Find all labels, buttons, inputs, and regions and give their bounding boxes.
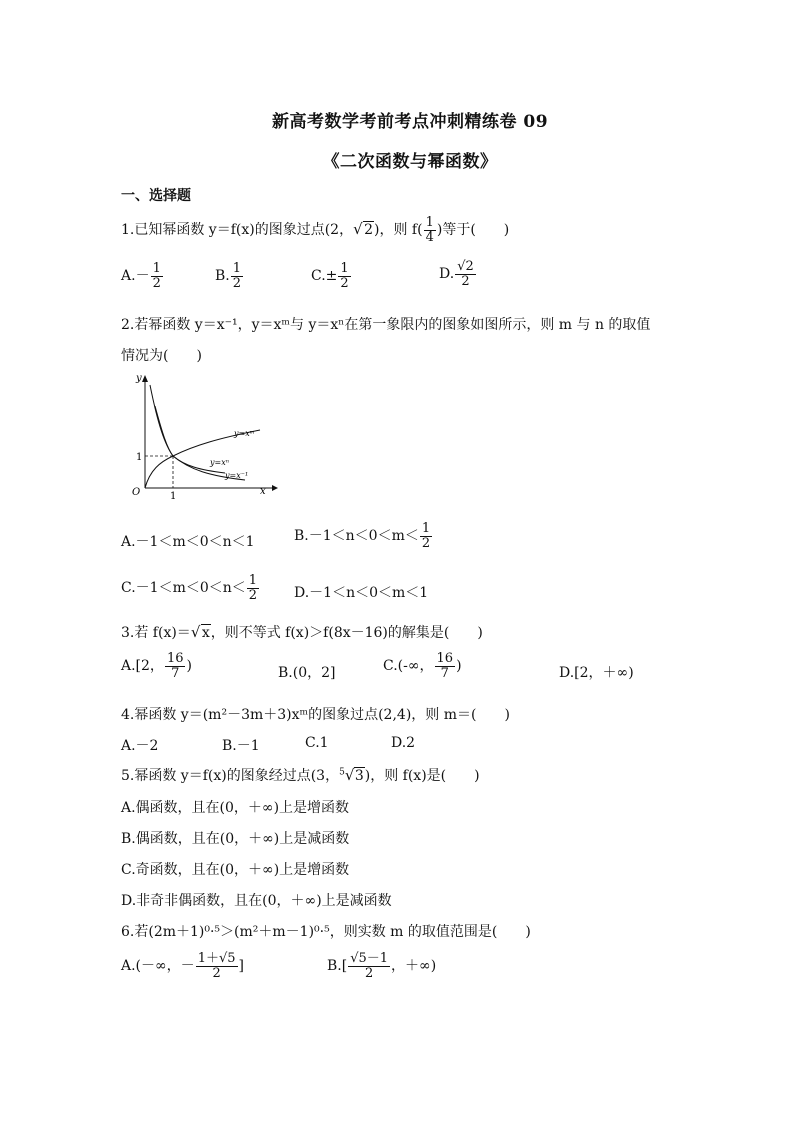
q1-a-den: 2 bbox=[152, 275, 161, 291]
q5-root: √ 3 bbox=[344, 766, 364, 784]
question-1-stem bbox=[121, 216, 509, 244]
q6-a-text: A.(－∞，－ bbox=[121, 958, 195, 975]
section-heading: 一、选择题 bbox=[121, 188, 191, 204]
q3-a-num: 16 bbox=[166, 651, 184, 666]
q3-option-c bbox=[383, 652, 462, 680]
x-axis-arrow bbox=[272, 485, 278, 491]
q2-option-d: D.－1＜n＜0＜m＜1 bbox=[294, 585, 429, 601]
q3-a-text: A.[2， bbox=[121, 658, 164, 675]
q6-option-b bbox=[327, 952, 436, 980]
q3-a-close: ) bbox=[186, 658, 192, 675]
q1-sqrt-value: 2 bbox=[364, 222, 374, 239]
q1-c-label: C. bbox=[311, 268, 326, 285]
question-2-line1: 2.若幂函数 y＝x⁻¹，y＝xᵐ与 y＝xⁿ在第一象限内的图象如图所示，则 m 与 n 的取值 bbox=[121, 317, 651, 333]
q5-root-value: 3 bbox=[354, 768, 364, 784]
q1-option-d bbox=[439, 260, 477, 288]
q3-option-b: B.(0，2] bbox=[278, 665, 336, 681]
q5-option-c: C.奇函数，且在(0，＋∞)上是增函数 bbox=[121, 862, 350, 878]
q3-text-a: 3.若 f(x)＝ bbox=[121, 625, 191, 641]
q1-frac-den: 4 bbox=[425, 229, 434, 245]
q3-c-text: C.(-∞， bbox=[383, 658, 434, 675]
q5-text-b: )，则 f(x)是( ) bbox=[364, 768, 480, 784]
q5-option-d: D.非奇非偶函数，且在(0，＋∞)上是减函数 bbox=[121, 893, 392, 909]
q6-a-num: 1＋√5 bbox=[197, 951, 236, 966]
q1-frac-num: 1 bbox=[425, 215, 434, 230]
q2-c-num: 1 bbox=[248, 573, 258, 588]
q4-option-d: D.2 bbox=[391, 735, 416, 751]
q3-text-b: ，则不等式 f(x)＞f(8x－16)的解集是( ) bbox=[210, 625, 483, 641]
q6-b-close: ，＋∞) bbox=[391, 958, 437, 975]
q1-c-sign: ± bbox=[325, 268, 338, 285]
q6-a-den: 2 bbox=[212, 965, 221, 981]
y-one-label: 1 bbox=[136, 452, 143, 463]
q2-option-b bbox=[294, 522, 433, 550]
q5-option-b: B.偶函数，且在(0，＋∞)上是减函数 bbox=[121, 831, 350, 847]
q1-c-num: 1 bbox=[340, 261, 349, 276]
q1-b-num: 1 bbox=[232, 261, 242, 276]
question-4-stem: 4.幂函数 y＝(m²－3m＋3)xᵐ的图象过点(2,4)，则 m＝( ) bbox=[121, 707, 510, 723]
page-subtitle: 《二次函数与幂函数》 bbox=[322, 152, 498, 172]
q6-a-close: ] bbox=[238, 958, 244, 975]
question-3-stem bbox=[121, 622, 483, 642]
q1-text-c: )等于( ) bbox=[436, 222, 510, 239]
q3-c-num: 16 bbox=[436, 651, 454, 666]
q3-a-den: 7 bbox=[171, 665, 180, 681]
q3-option-a bbox=[121, 652, 192, 680]
q1-d-label: D. bbox=[439, 266, 455, 283]
page-title: 新高考数学考前考点冲刺精练卷 09 bbox=[271, 112, 549, 132]
y-axis-label: y bbox=[136, 373, 142, 384]
q1-a-label: A. bbox=[121, 268, 136, 285]
q1-fraction bbox=[424, 216, 436, 244]
q5-option-a: A.偶函数，且在(0，＋∞)上是增函数 bbox=[121, 800, 350, 816]
q1-text-a: 1.已知幂函数 y＝f(x)的图象过点(2， bbox=[121, 222, 354, 239]
q1-option-b bbox=[215, 262, 244, 290]
label-x-n: y=xⁿ bbox=[210, 458, 229, 467]
label-x-inverse: y=x⁻¹ bbox=[225, 471, 249, 480]
q2-c-den: 2 bbox=[248, 587, 258, 603]
q1-d-den: 2 bbox=[461, 273, 470, 289]
q5-root-index: 5 bbox=[339, 767, 345, 778]
q3-sqrt-value: x bbox=[201, 625, 210, 641]
q5-text-a: 5.幂函数 y＝f(x)的图象经过点(3， bbox=[121, 768, 340, 784]
power-function-graph bbox=[120, 370, 280, 505]
label-x-m: y=xᵐ bbox=[234, 429, 255, 438]
question-2-line2: 情况为( ) bbox=[121, 348, 202, 364]
q3-option-d: D.[2，＋∞) bbox=[559, 665, 634, 681]
q2-c-text: C.－1＜m＜0＜n＜ bbox=[121, 580, 246, 597]
q6-b-text: B.[ bbox=[327, 958, 348, 975]
question-5-stem bbox=[121, 765, 480, 785]
q3-c-den: 7 bbox=[440, 665, 449, 681]
x-axis-label: x bbox=[260, 486, 266, 497]
q2-option-c bbox=[121, 574, 260, 602]
q1-b-label: B. bbox=[215, 268, 230, 285]
q4-option-c: C.1 bbox=[305, 735, 329, 751]
question-6-stem: 6.若(2m＋1)⁰·⁵＞(m²＋m－1)⁰·⁵，则实数 m 的取值范围是( ) bbox=[121, 924, 531, 940]
q1-a-sign: － bbox=[135, 268, 150, 285]
q2-b-text: B.－1＜n＜0＜m＜ bbox=[294, 528, 419, 545]
q6-b-den: 2 bbox=[364, 965, 374, 981]
q4-option-a: A.－2 bbox=[121, 738, 159, 754]
q1-option-c bbox=[311, 262, 352, 290]
q6-b-num: √5－1 bbox=[350, 951, 389, 966]
q3-c-close: ) bbox=[456, 658, 462, 675]
q2-b-den: 2 bbox=[421, 535, 431, 551]
q2-option-a: A.－1＜m＜0＜n＜1 bbox=[121, 534, 255, 550]
q2-b-num: 1 bbox=[421, 521, 431, 536]
x-one-label: 1 bbox=[170, 491, 177, 502]
curve-x-inverse bbox=[150, 385, 245, 480]
q1-b-den: 2 bbox=[232, 275, 242, 291]
q3-sqrt: √ x bbox=[190, 623, 210, 641]
origin-label: O bbox=[132, 487, 141, 498]
q4-option-b: B.－1 bbox=[222, 738, 260, 754]
q1-option-a bbox=[121, 262, 164, 290]
q1-a-num: 1 bbox=[152, 261, 161, 276]
q1-d-num: √2 bbox=[457, 259, 474, 274]
q6-option-a bbox=[121, 952, 244, 980]
q1-text-b: )，则 f( bbox=[374, 222, 423, 239]
q1-sqrt: √ 2 bbox=[353, 220, 374, 239]
q1-c-den: 2 bbox=[340, 275, 349, 291]
y-axis-arrow bbox=[142, 375, 148, 382]
